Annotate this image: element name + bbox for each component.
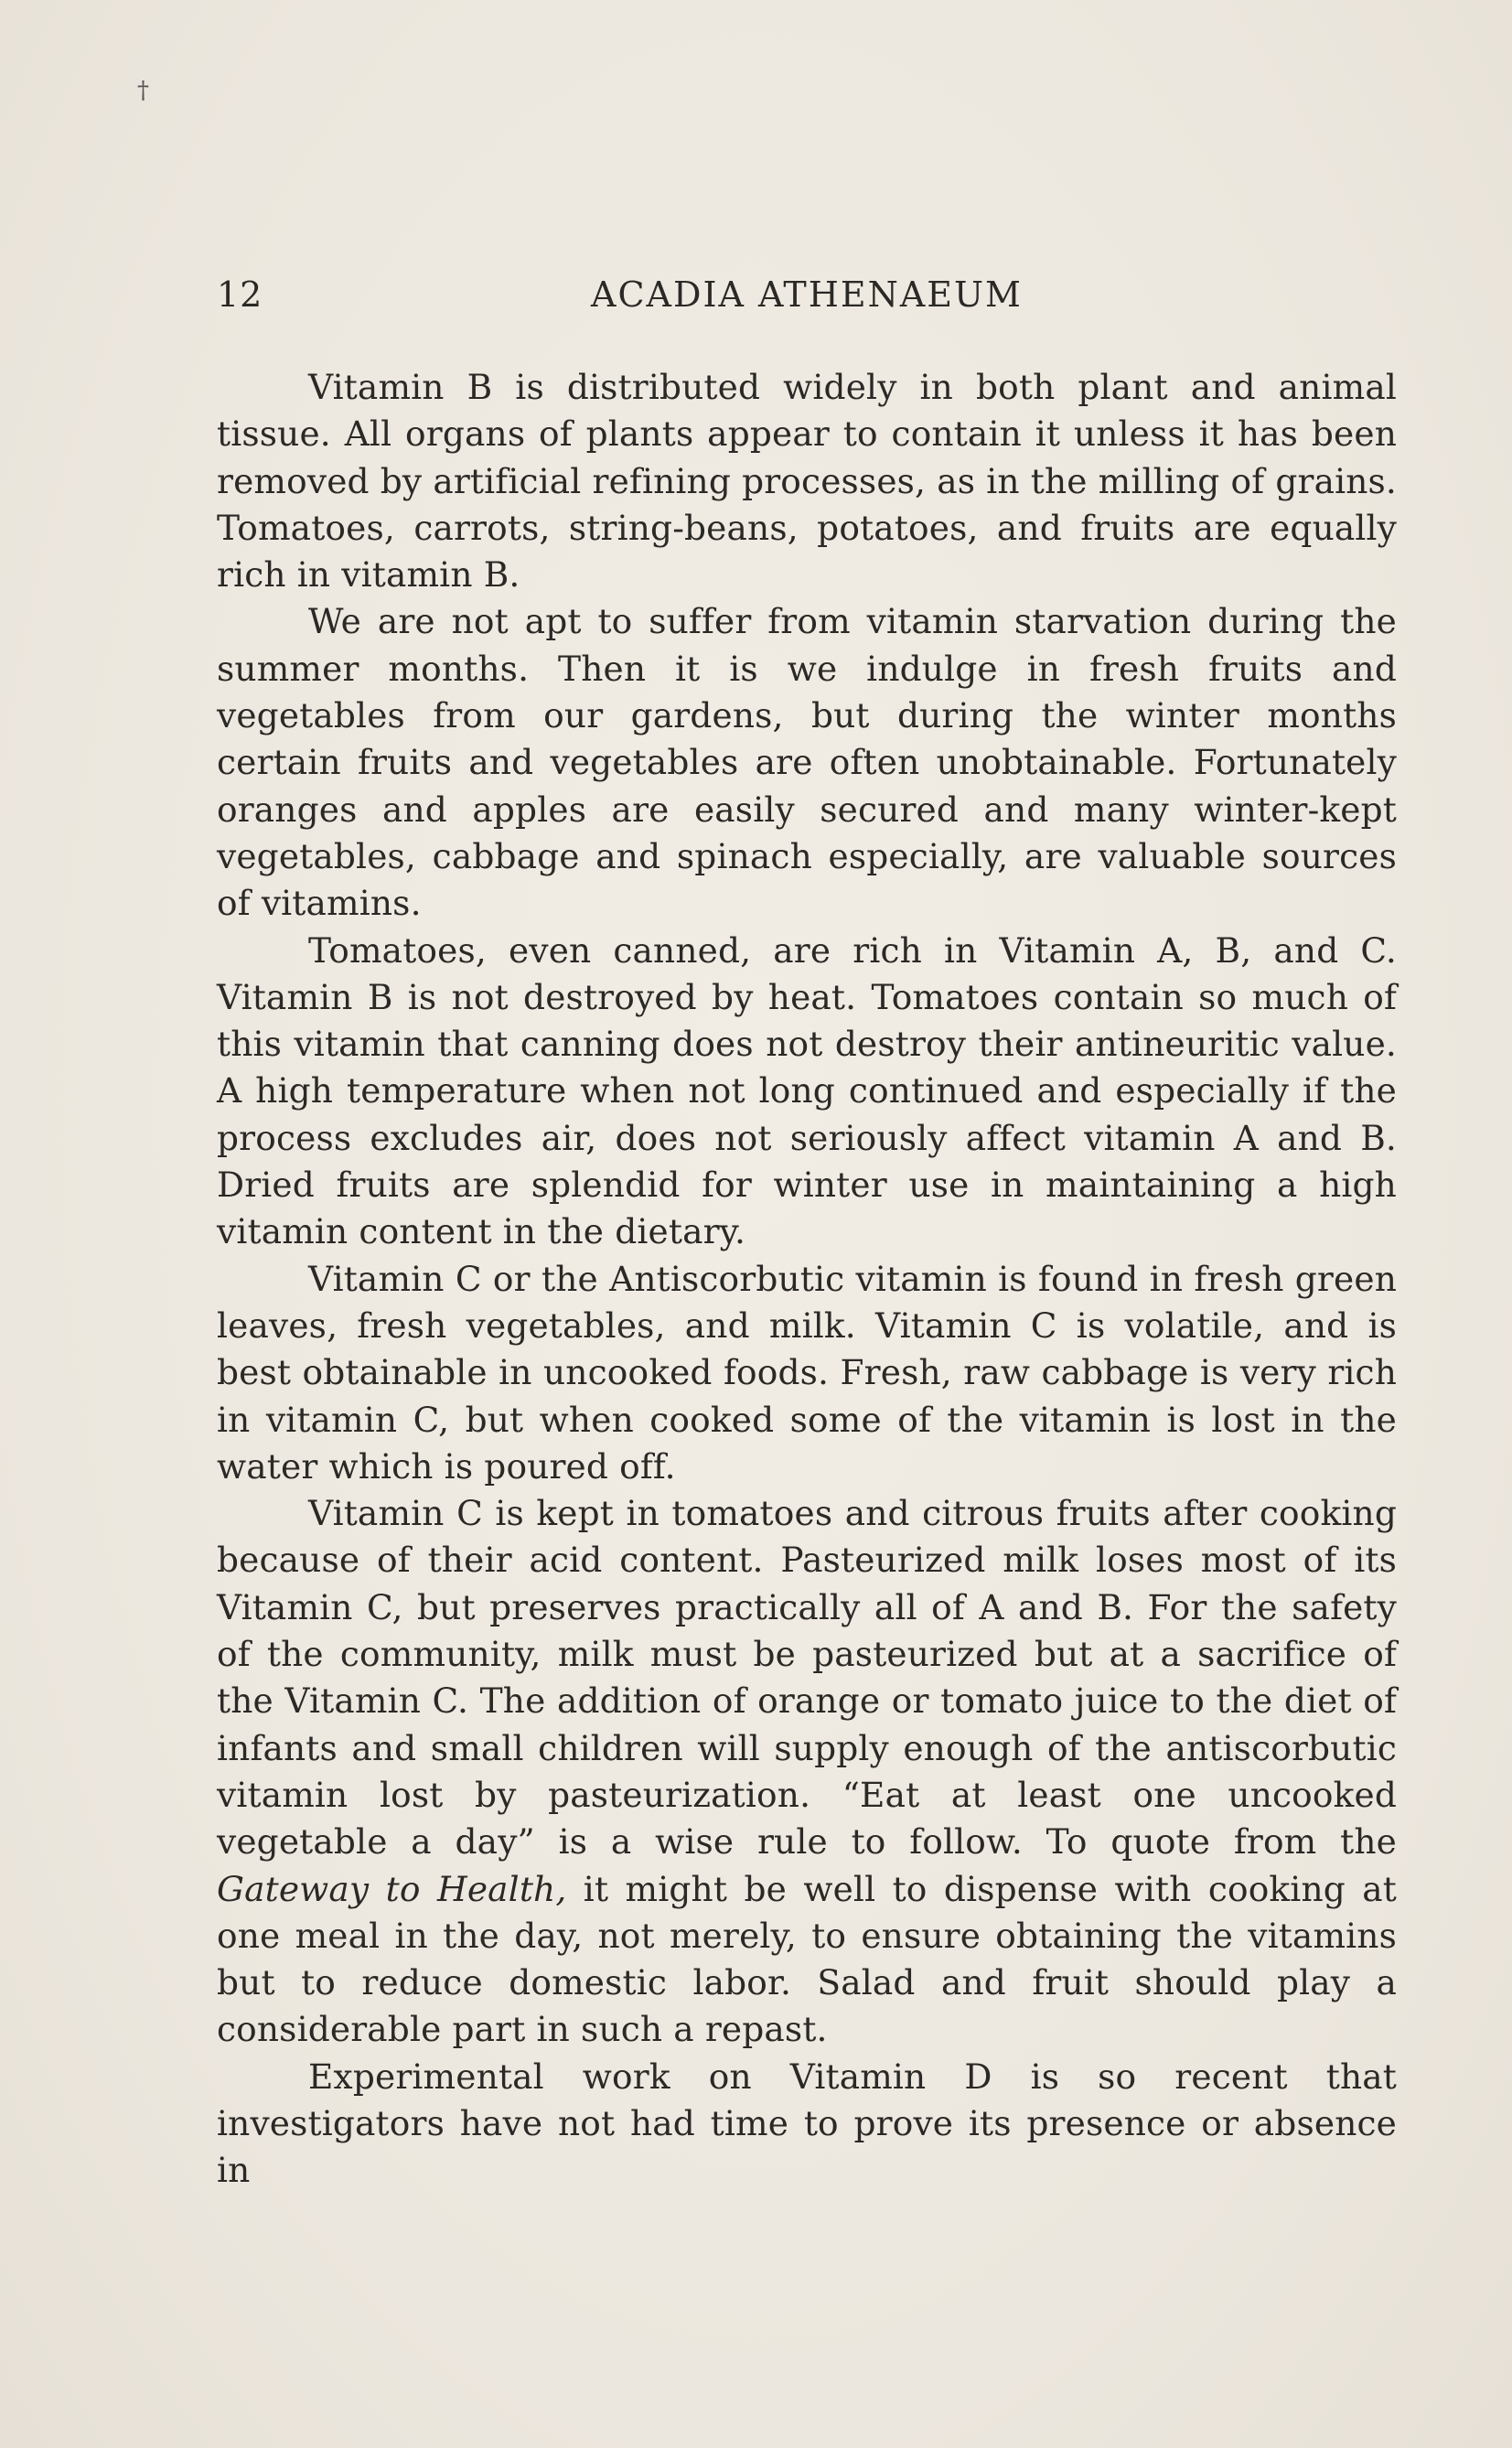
page-number: 12: [217, 274, 263, 315]
paragraph-vitamin-starvation: We are not apt to suffer from vitamin starvation during the summer months. Then it is we indulge in fresh fruits and vegetables from our gardens, but during the winter months certain fruits and vegetables are often unobtainable. Fortunately oranges and apples are easily secured and many winter-kept vegetables, cabbage and spinach especially, are valuable sources of vitamins.: [217, 601, 1397, 924]
paragraph-pasteurization-after: it might be well to dispense with cooking at one meal in the day, not merely, to ensure obtaining the vitamins but to reduce domestic labor. Salad and fruit should play a considerable part in such a repast.: [217, 1868, 1398, 2050]
paragraph-pasteurization-before: Vitamin C is kept in tomatoes and citrous fruits after cooking because of their acid content. Pasteurized milk loses most of its Vitamin C, but preserves practically all of A and B. For the safety of the community, milk must be pasteurized but at a sacrifice of the Vitamin C. The addition of orange or tomato juice to the diet of infants and small children will supply enough of the antiscorbutic vitamin lost by pasteurization. “Eat at least one uncooked vegetable a day” is a wise rule to follow. To quote from the: [217, 1493, 1397, 1863]
article-body: [217, 364, 1397, 2195]
paragraph-pasteurization: [217, 1490, 1397, 2054]
page-header: [217, 274, 1397, 329]
paragraph-tomatoes: Tomatoes, even canned, are rich in Vitamin A, B, and C. Vitamin B is not destroyed by heat. Tomatoes contain so much of this vitamin that canning does not destroy their antineuritic value. A high temperature when not long continued and especially if the process excludes air, does not seriously affect vitamin A and B. Dried fruits are splendid for winter use in maintaining a high vitamin content in the dietary.: [217, 929, 1397, 1252]
running-title: ACADIA ATHENAEUM: [591, 274, 1023, 315]
stray-print-mark: †: [137, 77, 149, 104]
paragraph-vitamin-b: Vitamin B is distributed widely in both plant and animal tissue. All organs of plants appear to contain it unless it has been removed by artificial refining processes, as in the milling of grains. Tomatoes, carrots, string-beans, potatoes, and fruits are equally rich in vitamin B.: [217, 367, 1397, 596]
paragraph-vitamin-c: Vitamin C or the Antiscorbutic vitamin is found in fresh green leaves, fresh vegetables, and milk. Vitamin C is volatile, and is best obtainable in uncooked foods. Fresh, raw cabbage is very rich in vitamin C, but when cooked some of the vitamin is lost in the water which is poured off.: [217, 1258, 1397, 1487]
book-title-gateway-to-health: Gateway to Health,: [217, 1868, 567, 1909]
paragraph-vitamin-d: Experimental work on Vitamin D is so recent that investigators have not had time to prove its presence or absence in: [217, 2056, 1397, 2191]
